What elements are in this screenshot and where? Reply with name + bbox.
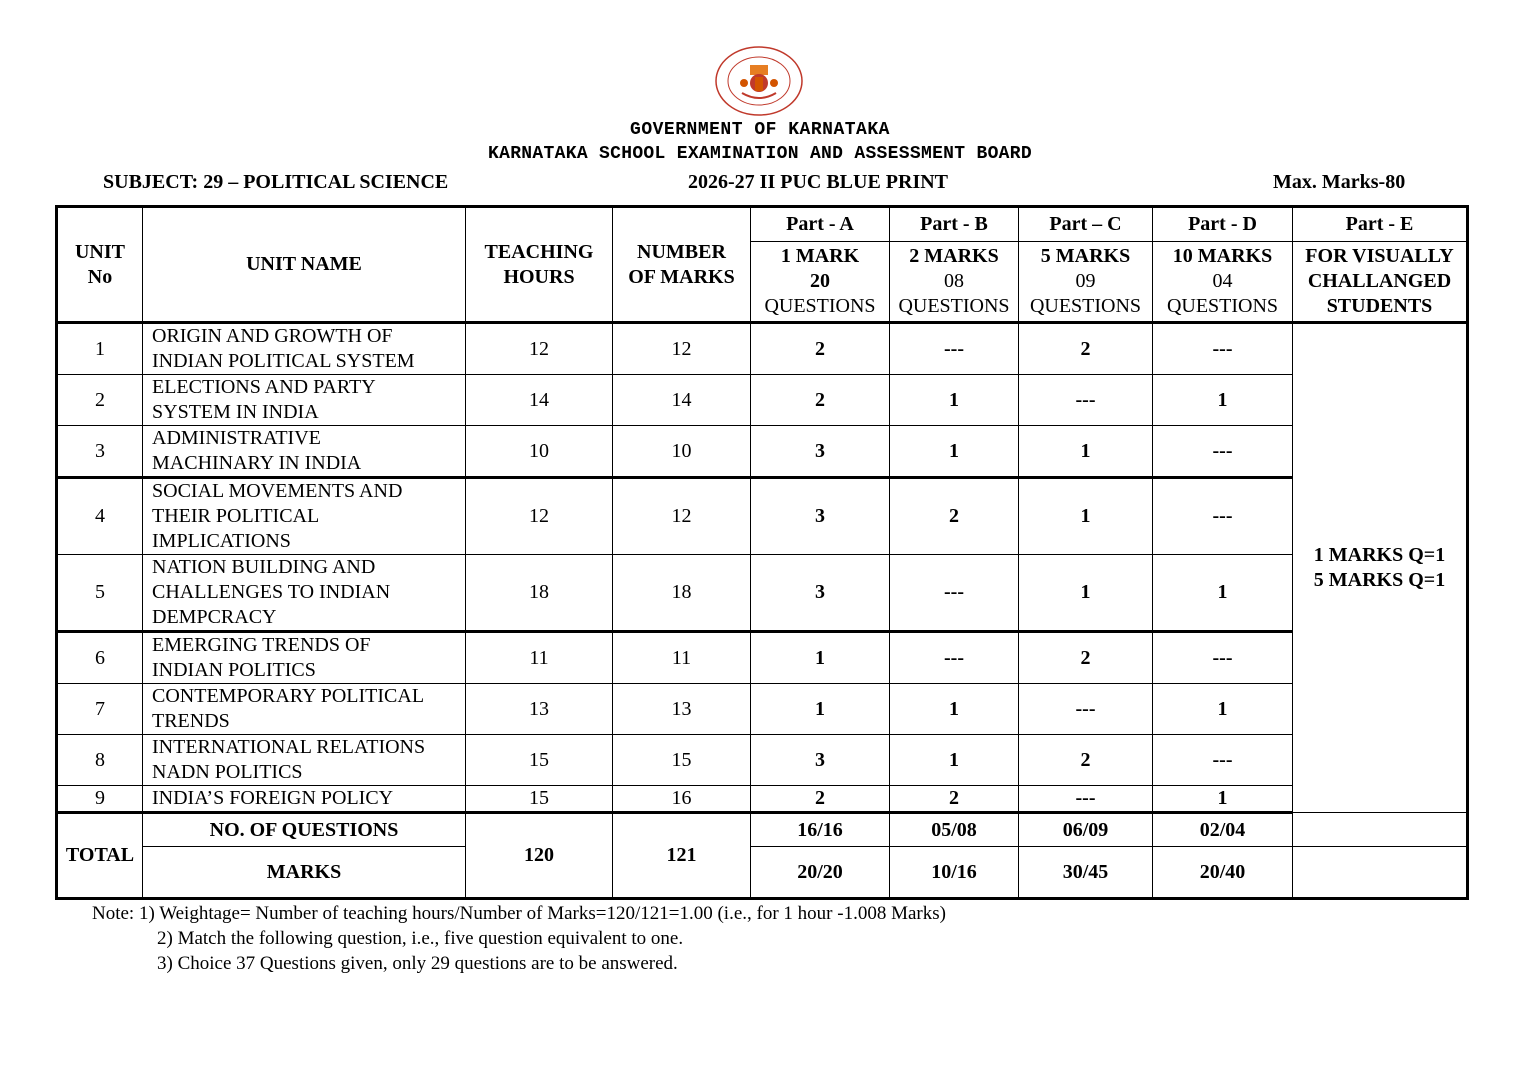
table-row xyxy=(57,632,1468,684)
unit-name-header: UNIT NAME xyxy=(143,207,466,323)
table-row xyxy=(57,426,1468,478)
part-d-value: --- xyxy=(1153,735,1293,786)
unit-name: SOCIAL MOVEMENTS AND THEIR POLITICAL IMPLICATIONS xyxy=(143,478,466,555)
board-title: KARNATAKA SCHOOL EXAMINATION AND ASSESSMENT BOARD xyxy=(488,144,1032,164)
number-of-marks: 14 xyxy=(613,375,751,426)
unit-name: INDIA’S FOREIGN POLICY xyxy=(143,786,466,813)
teaching-hours-header: TEACHING HOURS xyxy=(466,207,613,323)
teaching-hours: 11 xyxy=(466,632,613,684)
total-marks: 121 xyxy=(613,813,751,899)
table-row xyxy=(57,375,1468,426)
part-b-value: 1 xyxy=(890,735,1019,786)
part-c-value: --- xyxy=(1019,375,1153,426)
part-b-value: --- xyxy=(890,632,1019,684)
unit-no: 8 xyxy=(57,735,143,786)
part-b-questions-total: 05/08 xyxy=(890,813,1019,847)
part-d-value: 1 xyxy=(1153,786,1293,813)
teaching-hours: 13 xyxy=(466,684,613,735)
part-d-questions-total: 02/04 xyxy=(1153,813,1293,847)
table-row xyxy=(57,323,1468,375)
part-b-value: --- xyxy=(890,555,1019,632)
part-c-value: --- xyxy=(1019,786,1153,813)
part-e-header: Part - E xyxy=(1293,207,1468,242)
part-a-marks-total: 20/20 xyxy=(751,847,890,899)
part-a-value: 3 xyxy=(751,426,890,478)
unit-no: 3 xyxy=(57,426,143,478)
part-d-marks-total: 20/40 xyxy=(1153,847,1293,899)
unit-no: 6 xyxy=(57,632,143,684)
unit-name: CONTEMPORARY POLITICAL TRENDS xyxy=(143,684,466,735)
part-d-value: --- xyxy=(1153,478,1293,555)
total-questions-row xyxy=(57,813,1468,847)
table-row xyxy=(57,555,1468,632)
part-c-value: 1 xyxy=(1019,426,1153,478)
part-c-questions-total: 06/09 xyxy=(1019,813,1153,847)
teaching-hours: 18 xyxy=(466,555,613,632)
part-d-value: 1 xyxy=(1153,375,1293,426)
part-a-value: 1 xyxy=(751,684,890,735)
part-b-value: --- xyxy=(890,323,1019,375)
part-a-detail: 1 MARK 20 QUESTIONS xyxy=(751,242,890,323)
number-of-marks: 12 xyxy=(613,478,751,555)
part-a-value: 1 xyxy=(751,632,890,684)
part-b-value: 1 xyxy=(890,426,1019,478)
part-d-value: 1 xyxy=(1153,684,1293,735)
no-of-questions-label: NO. OF QUESTIONS xyxy=(143,813,466,847)
blueprint-label: 2026-27 II PUC BLUE PRINT xyxy=(688,171,949,193)
teaching-hours: 10 xyxy=(466,426,613,478)
part-b-value: 2 xyxy=(890,786,1019,813)
part-c-header: Part – C xyxy=(1019,207,1153,242)
part-e-value: 1 MARKS Q=1 5 MARKS Q=1 xyxy=(1293,323,1468,813)
table-row xyxy=(57,735,1468,786)
part-c-value: 2 xyxy=(1019,632,1153,684)
part-b-value: 2 xyxy=(890,478,1019,555)
unit-name: NATION BUILDING AND CHALLENGES TO INDIAN DEMPCRACY xyxy=(143,555,466,632)
part-c-marks-total: 30/45 xyxy=(1019,847,1153,899)
unit-no: 5 xyxy=(57,555,143,632)
part-d-value: --- xyxy=(1153,632,1293,684)
karnataka-emblem xyxy=(714,45,804,117)
government-title: GOVERNMENT OF KARNATAKA xyxy=(630,120,890,140)
number-of-marks: 12 xyxy=(613,323,751,375)
part-b-header: Part - B xyxy=(890,207,1019,242)
unit-no: 2 xyxy=(57,375,143,426)
teaching-hours: 15 xyxy=(466,786,613,813)
table-row xyxy=(57,684,1468,735)
note-3: 3) Choice 37 Questions given, only 29 questions are to be answered. xyxy=(157,953,678,974)
total-marks-row xyxy=(57,847,1468,899)
part-c-value: 1 xyxy=(1019,555,1153,632)
unit-name: INTERNATIONAL RELATIONS NADN POLITICS xyxy=(143,735,466,786)
number-of-marks: 15 xyxy=(613,735,751,786)
part-d-value: --- xyxy=(1153,323,1293,375)
part-a-header: Part - A xyxy=(751,207,890,242)
unit-no: 7 xyxy=(57,684,143,735)
unit-no: 9 xyxy=(57,786,143,813)
total-hours: 120 xyxy=(466,813,613,899)
unit-no: 1 xyxy=(57,323,143,375)
part-c-value: 1 xyxy=(1019,478,1153,555)
part-d-value: --- xyxy=(1153,426,1293,478)
part-a-value: 2 xyxy=(751,323,890,375)
marks-label: MARKS xyxy=(143,847,466,899)
note-1: Note: 1) Weightage= Number of teaching hours/Number of Marks=120/121=1.00 (i.e., for 1 hour -1.008 Marks) xyxy=(92,903,946,924)
number-of-marks: 18 xyxy=(613,555,751,632)
table-row xyxy=(57,478,1468,555)
part-d-detail: 10 MARKS 04 QUESTIONS xyxy=(1153,242,1293,323)
part-a-value: 3 xyxy=(751,735,890,786)
number-of-marks: 10 xyxy=(613,426,751,478)
part-a-value: 2 xyxy=(751,786,890,813)
part-a-value: 3 xyxy=(751,478,890,555)
part-b-marks-total: 10/16 xyxy=(890,847,1019,899)
unit-name: EMERGING TRENDS OF INDIAN POLITICS xyxy=(143,632,466,684)
blueprint-table xyxy=(55,205,1469,900)
teaching-hours: 14 xyxy=(466,375,613,426)
note-2: 2) Match the following question, i.e., five question equivalent to one. xyxy=(157,928,684,949)
part-d-value: 1 xyxy=(1153,555,1293,632)
unit-name: ADMINISTRATIVE MACHINARY IN INDIA xyxy=(143,426,466,478)
teaching-hours: 12 xyxy=(466,478,613,555)
number-of-marks: 13 xyxy=(613,684,751,735)
part-b-value: 1 xyxy=(890,684,1019,735)
number-of-marks: 16 xyxy=(613,786,751,813)
part-b-value: 1 xyxy=(890,375,1019,426)
part-c-value: --- xyxy=(1019,684,1153,735)
part-d-header: Part - D xyxy=(1153,207,1293,242)
max-marks-label: Max. Marks-80 xyxy=(1273,171,1406,193)
part-c-value: 2 xyxy=(1019,735,1153,786)
unit-no-header: UNIT No xyxy=(57,207,143,323)
part-c-detail: 5 MARKS 09 QUESTIONS xyxy=(1019,242,1153,323)
teaching-hours: 12 xyxy=(466,323,613,375)
part-b-detail: 2 MARKS 08 QUESTIONS xyxy=(890,242,1019,323)
part-e-questions-total xyxy=(1293,813,1468,847)
subject-label: SUBJECT: 29 – POLITICAL SCIENCE xyxy=(103,171,449,193)
unit-name: ORIGIN AND GROWTH OF INDIAN POLITICAL SYSTEM xyxy=(143,323,466,375)
part-e-marks-total xyxy=(1293,847,1468,899)
part-e-detail: FOR VISUALLY CHALLANGED STUDENTS xyxy=(1293,242,1468,323)
unit-name: ELECTIONS AND PARTY SYSTEM IN INDIA xyxy=(143,375,466,426)
total-label: TOTAL xyxy=(57,813,143,899)
part-c-value: 2 xyxy=(1019,323,1153,375)
part-a-value: 2 xyxy=(751,375,890,426)
number-of-marks: 11 xyxy=(613,632,751,684)
part-a-value: 3 xyxy=(751,555,890,632)
number-of-marks-header: NUMBER OF MARKS xyxy=(613,207,751,323)
teaching-hours: 15 xyxy=(466,735,613,786)
unit-no: 4 xyxy=(57,478,143,555)
part-a-questions-total: 16/16 xyxy=(751,813,890,847)
table-row xyxy=(57,786,1468,813)
